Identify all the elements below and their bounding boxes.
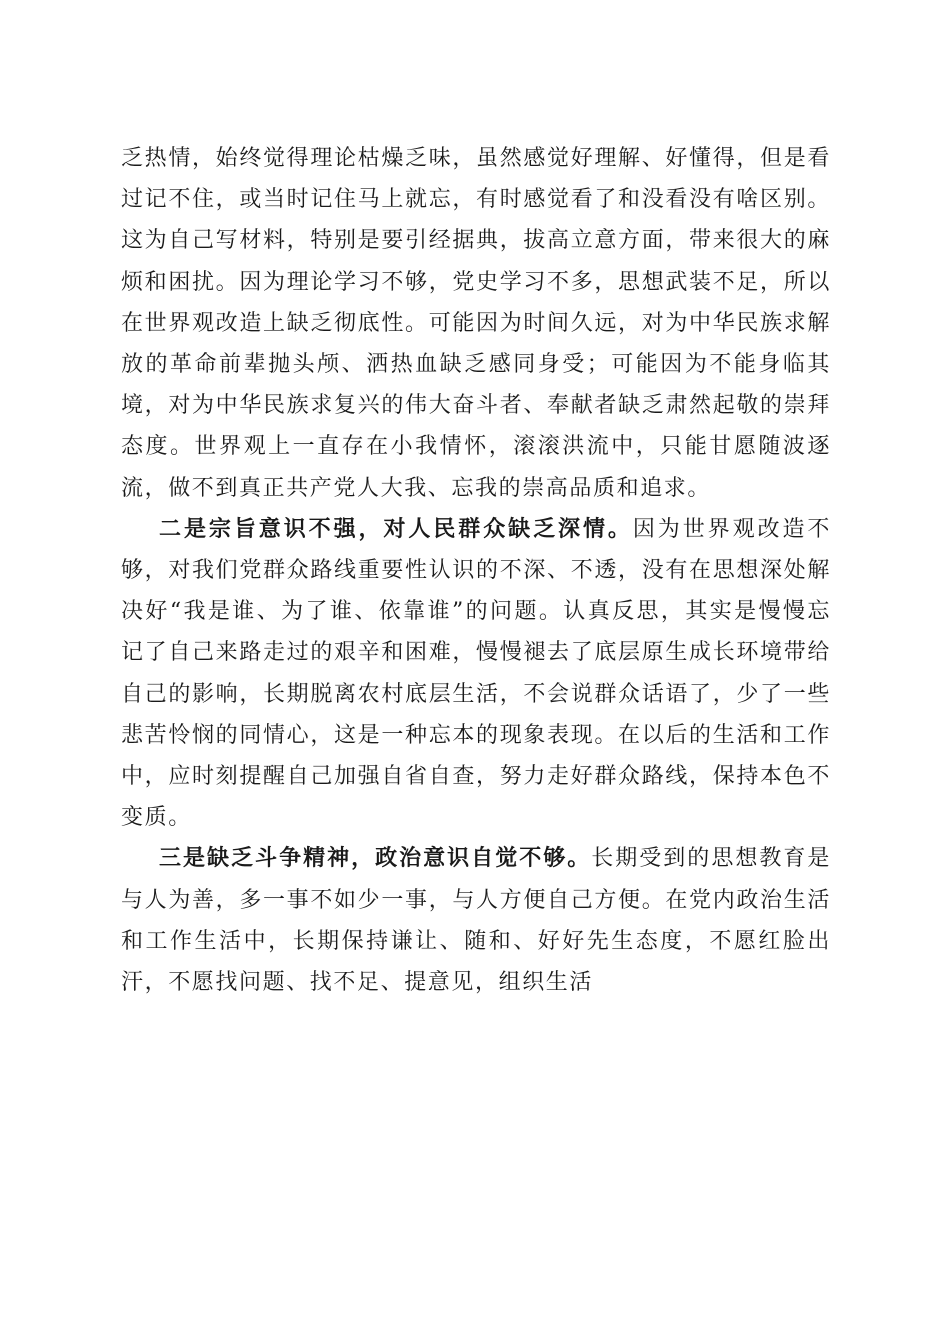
document-body — [121, 138, 831, 1003]
paragraph-heading: 三是缺乏斗争精神，政治意识自觉不够。 — [159, 845, 592, 872]
paragraph-fighting-spirit — [121, 838, 831, 1003]
paragraph-text: 长期受到的思想教育是与人为善，多一事不如少一事，与人方便自己方便。在党内政治生活和工作生活中，长期保持谦让、随和、好好先生态度，不愿红脸出汗，不愿找问题、找不足、提意见，组织生活 — [121, 846, 831, 996]
paragraph-purpose-awareness — [121, 509, 831, 839]
paragraph-text: 因为世界观改造不够，对我们党群众路线重要性认识的不深、不透，没有在思想深处解决好“我是谁、为了谁、依靠谁”的问题。认真反思，其实是慢慢忘记了自己来路走过的艰辛和困难，慢慢褪去了底层原生成长环境带给自己的影响，长期脱离农村底层生活，不会说群众话语了，少了一些悲苦怜悯的同情心，这是一种忘本的现象表现。在以后的生活和工作中，应时刻提醒自己加强自省自查，努力走好群众路线，保持本色不变质。 — [121, 516, 831, 831]
paragraph-continuation — [121, 138, 831, 509]
paragraph-heading: 二是宗旨意识不强，对人民群众缺乏深情。 — [159, 515, 633, 542]
paragraph-text: 乏热情，始终觉得理论枯燥乏味，虽然感觉好理解、好懂得，但是看过记不住，或当时记住马上就忘，有时感觉看了和没看没有啥区别。这为自己写材料，特别是要引经据典，拔高立意方面，带来很大的麻烦和困扰。因为理论学习不够，党史学习不多，思想武装不足，所以在世界观改造上缺乏彻底性。可能因为时间久远，对为中华民族求解放的革命前辈抛头颅、洒热血缺乏感同身受；可能因为不能身临其境，对为中华民族求复兴的伟大奋斗者、奉献者缺乏肃然起敬的崇拜态度。世界观上一直存在小我情怀，滚滚洪流中，只能甘愿随波逐流，做不到真正共产党人大我、忘我的崇高品质和追求。 — [121, 146, 831, 501]
